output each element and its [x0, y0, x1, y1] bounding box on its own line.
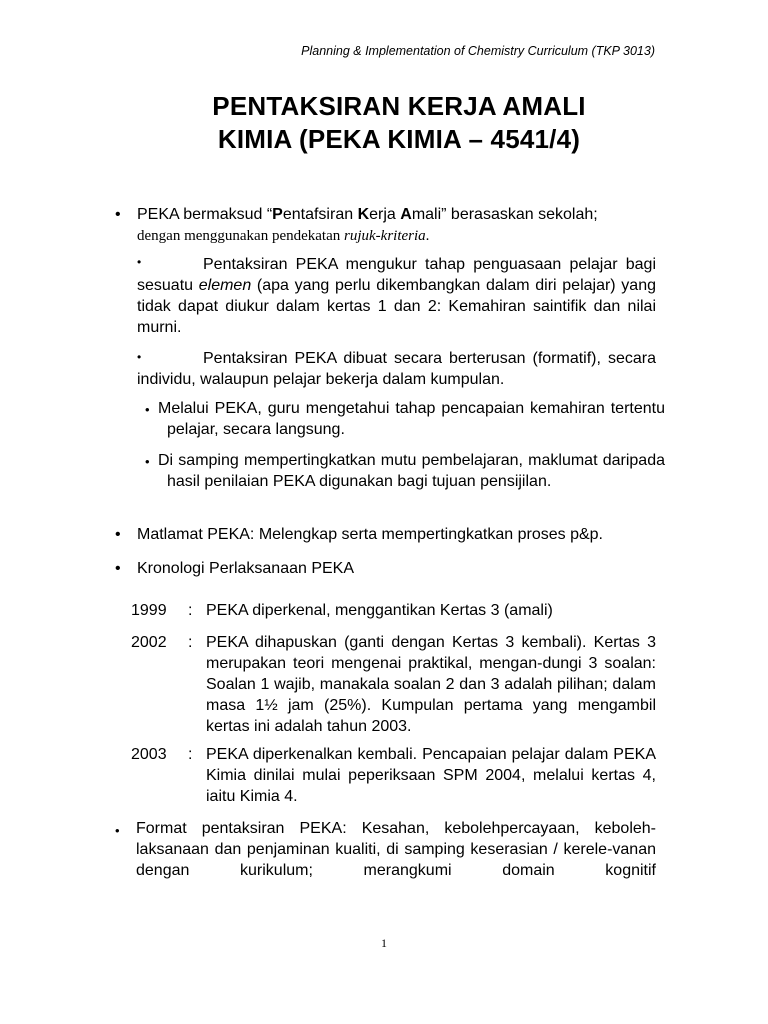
text-segment: elemen [198, 277, 252, 294]
timeline-text: PEKA dihapuskan (ganti dengan Kertas 3 kembali). Kertas 3 merupakan teori mengenai praktikal, mengan-dungi 3 soalan: Soalan 1 wajib, manakala soalan 2 dan 3 adalah pilihan; dalam masa 1½ jam (25%). Kumpulan pertama yang mengambil kertas ini adalah tahun 2003. [206, 634, 656, 735]
text-segment: P [272, 206, 283, 223]
running-header: Planning & Implementation of Chemistry Curriculum (TKP 3013) [301, 44, 655, 58]
text-segment: mali” berasaskan sekolah; [411, 206, 598, 223]
title-line-2: KIMIA (PEKA KIMIA – 4541/4) [217, 124, 581, 154]
timeline-text: PEKA diperkenal, menggantikan Kertas 3 (amali) [206, 602, 553, 619]
timeline-separator: : [188, 634, 193, 651]
page-number: 1 [381, 936, 387, 950]
text-segment: rujuk-kriteria [344, 228, 426, 244]
timeline-text: PEKA diperkenalkan kembali. Pencapaian pelajar dalam PEKA Kimia dinilai mulai peperiksaan SPM 2004, melalui kertas 4, iaitu Kimia 4. [206, 746, 656, 805]
bullet-icon: • [115, 560, 121, 577]
paragraph-peka-continuous: Pentaksiran PEKA dibuat secara berterusan (formatif), secara individu, walaupun pelajar bekerja dalam kumpulan. [137, 350, 656, 388]
timeline-year: 1999 [131, 602, 167, 619]
text-segment: A [400, 206, 412, 223]
bullet-icon: • [145, 454, 150, 469]
bullet-icon: • [137, 255, 142, 269]
text-segment: (apa yang perlu dikembangkan dalam diri pelajar) yang tidak dapat diukur dalam kertas 1 dan 2: Kemahiran saintifik dan nilai murni. [137, 277, 657, 336]
timeline-year: 2002 [131, 634, 167, 651]
paragraph-peka-measures [137, 254, 656, 338]
bullet-peka-definition [137, 204, 677, 247]
text-segment: PEKA bermaksud “ [137, 206, 273, 223]
paragraph-peka-teacher: Melalui PEKA, guru mengetahui tahap pencapaian kemahiran tertentu pelajar, secara langsung. [158, 400, 665, 438]
paragraph-peka-certification: Di samping mempertingkatkan mutu pembelajaran, maklumat daripada hasil penilaian PEKA digunakan bagi tujuan pensijilan. [158, 452, 665, 490]
bullet-icon: • [115, 526, 121, 543]
title-line-1: PENTAKSIRAN KERJA AMALI [212, 91, 586, 121]
text-segment: K [357, 206, 370, 223]
text-segment: dengan menggunakan pendekatan [137, 228, 345, 244]
bullet-icon: • [145, 402, 150, 417]
timeline-year: 2003 [131, 746, 167, 763]
bullet-peka-objective: Matlamat PEKA: Melengkap serta mempertingkatkan proses p&p. [137, 526, 603, 543]
text-segment: Pentaksiran PEKA mengukur tahap penguasaan pelajar bagi sesuatu [137, 256, 656, 294]
text-segment: . [425, 228, 430, 244]
bullet-peka-format: Format pentaksiran PEKA: Kesahan, kebolehpercayaan, keboleh-laksanaan dan penjaminan kualiti, di samping keserasian / kerele-vanan dengan kurikulum; merangkumi domain kognitif [136, 820, 656, 879]
bullet-icon: • [137, 350, 142, 364]
timeline-separator: : [188, 602, 193, 619]
bullet-peka-chronology: Kronologi Perlaksanaan PEKA [137, 560, 355, 577]
page-title [0, 90, 768, 156]
text-segment: erja [369, 206, 401, 223]
bullet-icon: • [115, 823, 120, 838]
text-segment: entafsiran [282, 206, 358, 223]
bullet-icon: • [115, 206, 121, 223]
timeline-separator: : [188, 746, 193, 763]
